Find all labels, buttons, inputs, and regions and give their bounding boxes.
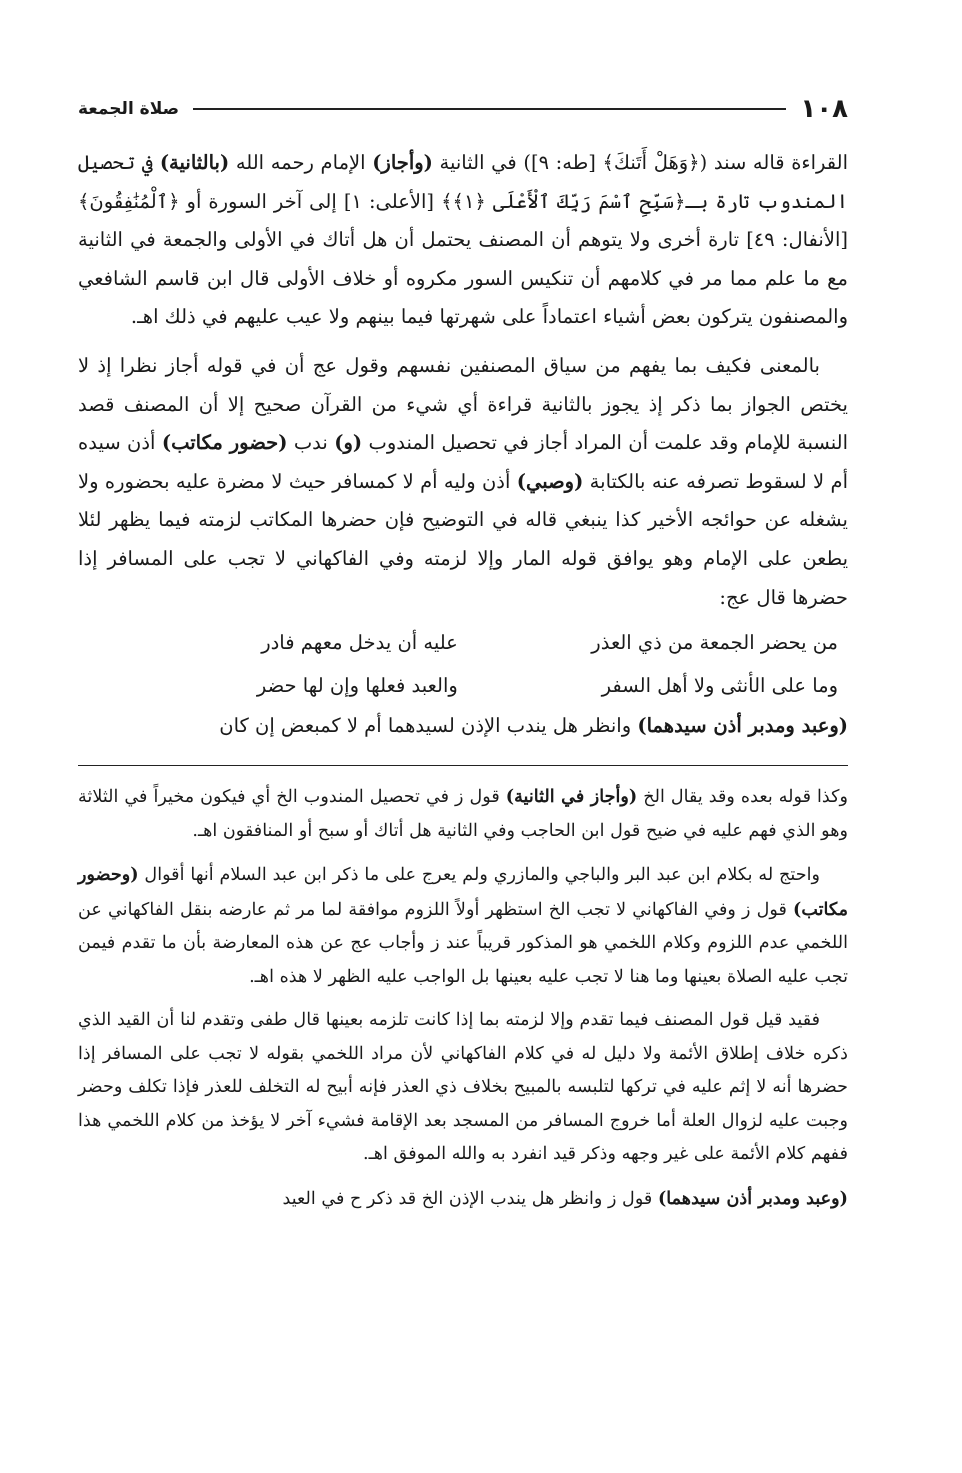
- hemistich-right: وما على الأنثى ولا أهل السفر: [601, 674, 838, 698]
- text-run: قول ز وانظر هل يندب الإذن الخ قد ذكر ح في العيد: [282, 1188, 658, 1209]
- main-text: [78, 144, 848, 745]
- hemistich-left: والعبد فعلها وإن لها حضر: [256, 674, 458, 698]
- bold-term: (حضور مكاتب): [161, 431, 288, 455]
- header-rule: [193, 108, 786, 110]
- footnotes: [78, 780, 848, 1216]
- footnote-2: [78, 858, 848, 994]
- text-run: وانظر هل يندب الإذن لسيدهما أم لا كمبعض إن كان: [219, 714, 638, 738]
- main-paragraph-1: [78, 144, 848, 337]
- text-run: أذن وليه أم لا كمسافر حيث لا مضرة عليه بحضوره ولا يشغله عن حوائجه الأخير كذا ينبغي قاله في التوضيح فإن حضرها المكاتب لزمته فيما يظهر لئلا يطعن على الإمام وهو يوافق قوله المار وإلا لزمته وفي الفاكهاني لا تجب على المسافر إذا حضرها قال عج:: [78, 469, 848, 609]
- bold-term: (وأجاز في الثانية): [505, 786, 638, 808]
- bold-term: (وحضور مكاتب): [78, 864, 848, 920]
- book-page: [78, 88, 848, 1448]
- footnote-3: [78, 1004, 848, 1172]
- bold-term: (وعبد ومدبر أذن سيدهما): [657, 1187, 848, 1209]
- text-run: واحتج له بكلام ابن عبد البر والباجي والمازري ولم يعرج على ما ذكر ابن عبد السلام أنها أقوال: [138, 865, 820, 886]
- page-number: ١٠٨: [800, 94, 848, 124]
- main-paragraph-2: [78, 347, 848, 617]
- text-run: الإمام رحمه الله: [229, 151, 373, 174]
- bold-term: (وعبد ومدبر أذن سيدهما): [637, 714, 848, 738]
- text-run: فقيد قيل قول المصنف فيما تقدم وإلا لزمته بما إذا كانت تلزمه بعينها قال طفى وتقدم لنا أن القيد الذي ذكره خلاف إطلاق الأئمة ولا دليل له في كلام الفاكهاني لأن مراد اللخمي بقوله لا تجب على المسافر إذا حضرها أنه لا إثم عليه في تركها لتلبسه بالمبيح بخلاف ذي العذر فإنه أبيح له التخلف للعذر فإذا تكلف وحضر وجبت عليه لزوال العلة أما خروج المسافر من المسجد بعد الإقامة فشيء آخر لا يؤخذ من كلام اللخمي هذا ففهم كلام الأئمة على غير وجهه وذكر قيد انفرد به والله الموفق اهـ.: [78, 1010, 848, 1165]
- chapter-title: صلاة الجمعة: [78, 99, 180, 119]
- verse-line-2: [78, 664, 848, 707]
- text-run: القراءة قاله سند (﴿وَهَلْ أَتَنكَ﴾ [طه: ٩]) في الثانية: [432, 151, 849, 174]
- bold-term: (وأجاز): [372, 151, 433, 174]
- footnote-4: [78, 1182, 848, 1217]
- hemistich-left: عليه أن يدخل معهم فادر: [261, 631, 458, 655]
- bold-term: (و): [334, 431, 363, 455]
- bold-term: (بالثانية): [159, 151, 230, 174]
- footnote-1: [78, 780, 848, 848]
- text-run: وكذا قوله بعده وقد يقال الخ: [637, 787, 848, 808]
- poem-verse: [78, 621, 848, 707]
- text-run: قول ز في تحصيل المندوب الخ أي فيكون مخيراً في الثلاثة وهو الذي فهم عليه في ضيح قول ابن الحاجب وفي الثانية هل أتاك أو سبح أو المنافقون اهـ.: [78, 787, 848, 841]
- text-run: بالمعنى فكيف بما يفهم من سياق المصنفين نفسهم وقول عج أن في قوله أجاز نظرا إذ لا يختص الجواز بما ذكر إذ يجوز بالثانية قراءة أي شيء من القرآن صحيح إلا أن المصنف قصد النسبة للإمام وقد علمت أن المراد أجاز في تحصيل المندوب: [78, 353, 849, 455]
- text-run: أذن سيده أم لا لسقوط تصرفه عنه بالكتابة: [78, 431, 849, 493]
- verse-line-1: [78, 621, 848, 664]
- bold-term: (وصبي): [516, 469, 584, 493]
- text-run: في تحصيل المندوب تارة بـ﴿سَبِّحِ ٱسْمَ رَبِّكَ ٱلْأَعْلَى ﴿١﴾﴾ [الأعلى: ١] إلى آخر السورة أو ﴿ٱلْمُنَٰفِقُونَ﴾ [الأنفال: ٤٩] تارة أخرى ولا يتوهم أن المصنف يحتمل أن هل أتاك في الأولى والجمعة في الثانية مع ما علم مما مر في كلامهم أن تنكيس السور مكروه أو خلاف الأولى قال ابن قاسم الشافعي والمصنفون يتركون بعض أشياء اعتماداً على شهرتها فيما بينهم ولا عيب عليهم في ذلك اهـ.: [78, 151, 849, 329]
- text-run: قول ز وفي الفاكهاني لا تجب الخ استظهر أولاً اللزوم موافقة لما مر ثم عارضه بنقل الفاكهاني عن اللخمي عدم اللزوم وكلام اللخمي هو المذكور قريباً عند ز وأجاب عج عن هذه المعارضة بأن ما تقدم فيمن تجب عليه الصلاة بعينها وما هنا لا تجب عليه بعينها بل الواجب عليه الظهر لا هذه اهـ.: [78, 899, 848, 987]
- footnote-separator: [78, 765, 848, 766]
- running-header: [78, 88, 848, 130]
- hemistich-right: من يحضر الجمعة من ذي العذر: [591, 631, 838, 655]
- main-last-line: [78, 707, 848, 745]
- text-run: ندب: [287, 431, 335, 455]
